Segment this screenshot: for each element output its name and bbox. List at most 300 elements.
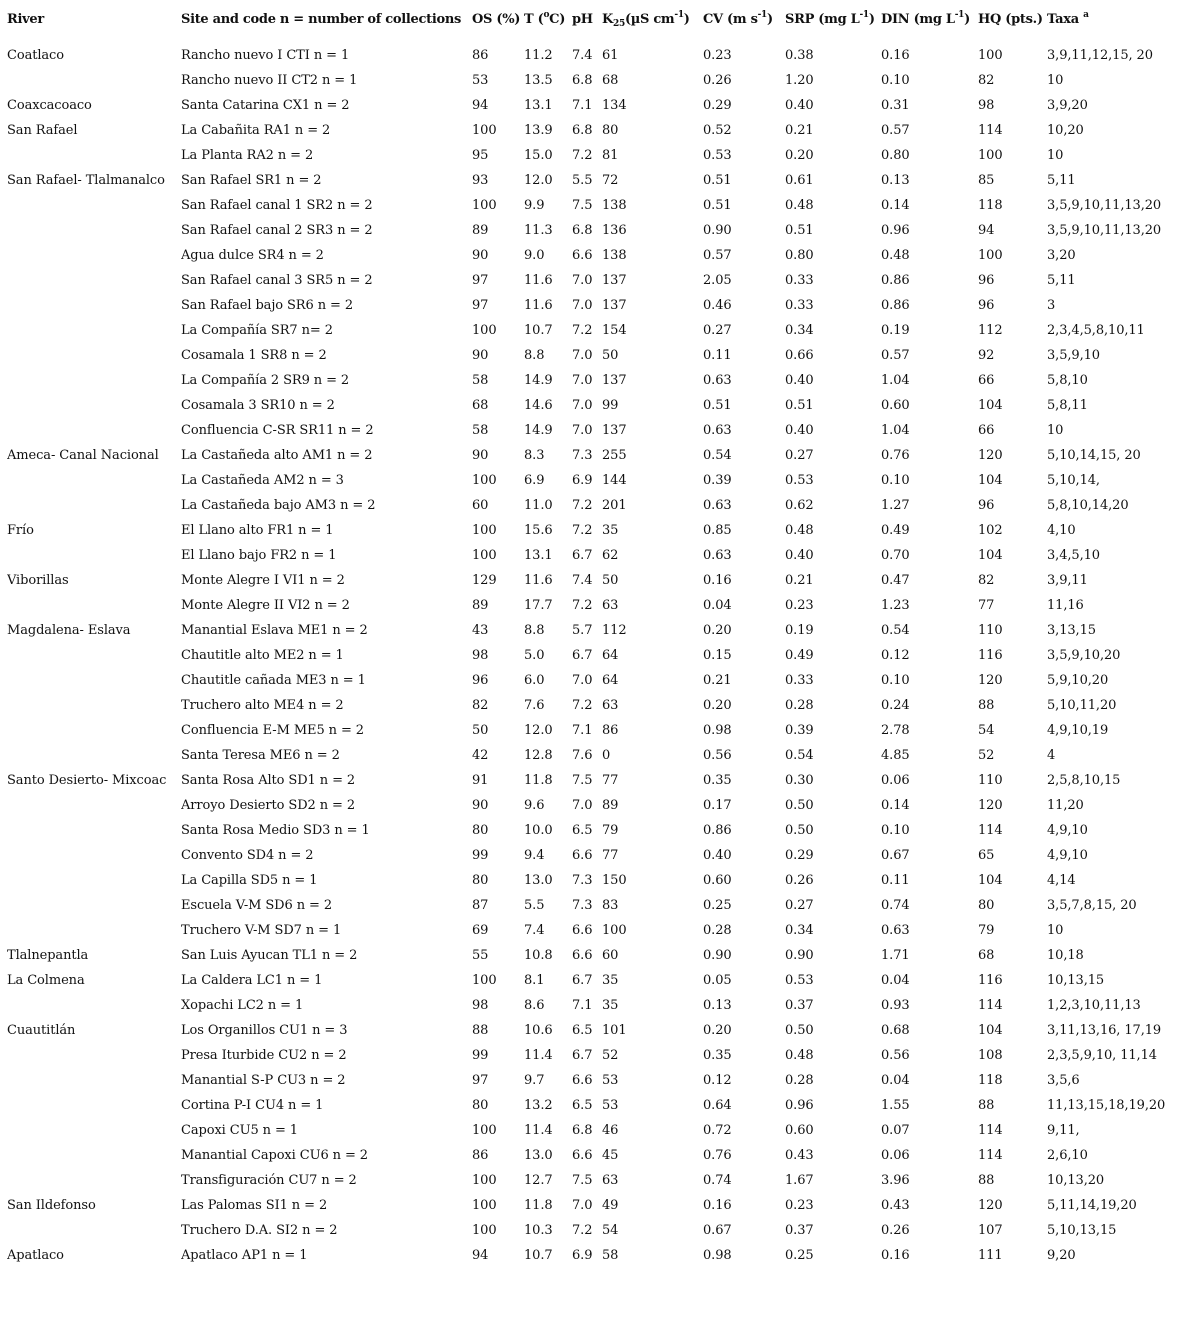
data-table [7, 10, 1177, 1269]
table-row [7, 294, 1177, 319]
conductivity-cell: 80 [602, 123, 619, 138]
cv-cell: 0.15 [703, 648, 732, 663]
table-row [7, 1094, 1177, 1119]
din-cell: 3.96 [881, 1173, 910, 1188]
hq-cell: 114 [978, 123, 1003, 138]
ph-cell: 7.2 [572, 523, 593, 538]
table-row [7, 569, 1177, 594]
conductivity-cell: 255 [602, 448, 627, 463]
taxa-cell: 4,9,10,19 [1047, 723, 1109, 738]
srp-cell: 0.49 [785, 648, 814, 663]
ph-cell: 6.9 [572, 473, 593, 488]
site-cell: Santa Rosa Alto SD1 n = 2 [181, 773, 356, 788]
table-row [7, 969, 1177, 994]
os-cell: 100 [472, 1223, 497, 1238]
river-cell: San Rafael- Tlalmanalco [7, 173, 165, 188]
site-cell: Cosamala 3 SR10 n = 2 [181, 398, 335, 413]
os-cell: 100 [472, 123, 497, 138]
temperature-cell: 13.9 [524, 123, 553, 138]
din-cell: 0.76 [881, 448, 910, 463]
cv-cell: 0.53 [703, 148, 732, 163]
hq-cell: 120 [978, 673, 1003, 688]
ph-cell: 7.3 [572, 898, 593, 913]
site-cell: San Rafael SR1 n = 2 [181, 173, 322, 188]
taxa-cell: 10,13,20 [1047, 1173, 1105, 1188]
taxa-cell: 10 [1047, 423, 1064, 438]
temperature-cell: 9.4 [524, 848, 545, 863]
ph-cell: 7.6 [572, 748, 593, 763]
table-row [7, 119, 1177, 144]
site-cell: La Cabañita RA1 n = 2 [181, 123, 331, 138]
din-cell: 0.54 [881, 623, 910, 638]
cv-cell: 0.86 [703, 823, 732, 838]
temperature-cell: 8.8 [524, 623, 545, 638]
din-cell: 1.04 [881, 373, 910, 388]
site-cell: Chautitle alto ME2 n = 1 [181, 648, 344, 663]
table-row [7, 69, 1177, 94]
os-cell: 100 [472, 523, 497, 538]
river-cell [7, 819, 181, 844]
header-os: OS (%) [472, 12, 521, 27]
din-cell: 0.10 [881, 73, 910, 88]
din-cell: 0.12 [881, 648, 910, 663]
temperature-cell: 10.8 [524, 948, 553, 963]
conductivity-cell: 35 [602, 973, 619, 988]
temperature-cell: 11.3 [524, 223, 553, 238]
srp-cell: 0.37 [785, 1223, 814, 1238]
ph-cell: 6.6 [572, 1148, 593, 1163]
taxa-cell: 3,5,9,10 [1047, 348, 1100, 363]
srp-cell: 0.34 [785, 923, 814, 938]
site-cell: Truchero D.A. SI2 n = 2 [181, 1223, 338, 1238]
hq-cell: 108 [978, 1048, 1003, 1063]
srp-cell: 0.40 [785, 548, 814, 563]
os-cell: 87 [472, 898, 489, 913]
ph-cell: 7.0 [572, 1198, 593, 1213]
taxa-cell: 3,9,20 [1047, 98, 1088, 113]
table-row [7, 1169, 1177, 1194]
header-river: River [7, 12, 44, 27]
site-cell: Santa Teresa ME6 n = 2 [181, 748, 340, 763]
site-cell: Transfiguración CU7 n = 2 [181, 1173, 357, 1188]
river-cell [7, 194, 181, 219]
hq-cell: 104 [978, 873, 1003, 888]
table-row [7, 44, 1177, 69]
os-cell: 89 [472, 223, 489, 238]
din-cell: 0.93 [881, 998, 910, 1013]
temperature-cell: 10.3 [524, 1223, 553, 1238]
site-cell: San Rafael canal 1 SR2 n = 2 [181, 198, 373, 213]
river-cell [7, 694, 181, 719]
hq-cell: 104 [978, 398, 1003, 413]
din-cell: 0.10 [881, 473, 910, 488]
table-row [7, 1144, 1177, 1169]
ph-cell: 7.0 [572, 423, 593, 438]
cv-cell: 0.21 [703, 673, 732, 688]
site-cell: Apatlaco AP1 n = 1 [181, 1248, 308, 1263]
os-cell: 90 [472, 348, 489, 363]
os-cell: 80 [472, 823, 489, 838]
din-cell: 1.55 [881, 1098, 910, 1113]
temperature-cell: 11.6 [524, 298, 553, 313]
river-cell [7, 269, 181, 294]
taxa-cell: 1,2,3,10,11,13 [1047, 998, 1141, 1013]
ph-cell: 7.2 [572, 323, 593, 338]
conductivity-cell: 112 [602, 623, 627, 638]
table-row [7, 1044, 1177, 1069]
srp-cell: 0.90 [785, 948, 814, 963]
din-cell: 0.07 [881, 1123, 910, 1138]
river-cell [7, 994, 181, 1019]
din-cell: 0.14 [881, 198, 910, 213]
site-cell: Santa Catarina CX1 n = 2 [181, 98, 350, 113]
os-cell: 55 [472, 948, 489, 963]
table-row [7, 494, 1177, 519]
hq-cell: 104 [978, 548, 1003, 563]
header-row [7, 10, 1177, 44]
ph-cell: 7.0 [572, 298, 593, 313]
river-cell [7, 919, 181, 944]
conductivity-cell: 46 [602, 1123, 619, 1138]
header-ph: pH [572, 12, 593, 27]
taxa-cell: 11,13,15,18,19,20 [1047, 1098, 1166, 1113]
hq-cell: 92 [978, 348, 995, 363]
os-cell: 80 [472, 873, 489, 888]
header-din: DIN (mg $L^{-1}$) [881, 10, 970, 27]
taxa-cell: 5,11 [1047, 273, 1076, 288]
river-cell [7, 1219, 181, 1244]
taxa-cell: 3,20 [1047, 248, 1076, 263]
temperature-cell: 10.0 [524, 823, 553, 838]
header-cv: CV (m $s^{-1}$) [703, 10, 773, 27]
temperature-cell: 9.9 [524, 198, 545, 213]
din-cell: 0.74 [881, 898, 910, 913]
ph-cell: 6.5 [572, 823, 593, 838]
srp-cell: 0.96 [785, 1098, 814, 1113]
conductivity-cell: 53 [602, 1073, 619, 1088]
din-cell: 0.43 [881, 1198, 910, 1213]
ph-cell: 6.8 [572, 223, 593, 238]
ph-cell: 6.6 [572, 948, 593, 963]
srp-cell: 0.50 [785, 798, 814, 813]
conductivity-cell: 35 [602, 998, 619, 1013]
os-cell: 42 [472, 748, 489, 763]
conductivity-cell: 50 [602, 573, 619, 588]
temperature-cell: 10.7 [524, 323, 553, 338]
table-row [7, 94, 1177, 119]
cv-cell: 0.63 [703, 498, 732, 513]
table-row [7, 894, 1177, 919]
river-cell: Coatlaco [7, 48, 64, 63]
table-row [7, 1119, 1177, 1144]
hq-cell: 96 [978, 273, 995, 288]
river-cell: La Colmena [7, 973, 85, 988]
river-cell: Viborillas [7, 573, 69, 588]
hq-cell: 98 [978, 98, 995, 113]
site-cell: La Castañeda AM2 n = 3 [181, 473, 344, 488]
srp-cell: 0.51 [785, 398, 814, 413]
hq-cell: 118 [978, 198, 1003, 213]
site-cell: Las Palomas SI1 n = 2 [181, 1198, 328, 1213]
ph-cell: 7.2 [572, 698, 593, 713]
conductivity-cell: 63 [602, 698, 619, 713]
temperature-cell: 14.9 [524, 373, 553, 388]
hq-cell: 114 [978, 823, 1003, 838]
site-cell: El Llano bajo FR2 n = 1 [181, 548, 337, 563]
table-body [7, 44, 1177, 1269]
site-cell: Cosamala 1 SR8 n = 2 [181, 348, 327, 363]
din-cell: 1.04 [881, 423, 910, 438]
site-cell: La Compañía SR7 n= 2 [181, 323, 333, 338]
hq-cell: 66 [978, 373, 995, 388]
ph-cell: 7.0 [572, 348, 593, 363]
srp-cell: 0.40 [785, 373, 814, 388]
din-cell: 0.10 [881, 673, 910, 688]
os-cell: 100 [472, 548, 497, 563]
river-cell: Frío [7, 523, 34, 538]
temperature-cell: 12.0 [524, 723, 553, 738]
taxa-cell: 3,5,6 [1047, 1073, 1080, 1088]
site-cell: Confluencia E-M ME5 n = 2 [181, 723, 364, 738]
table-header [7, 10, 1177, 44]
river-cell [7, 219, 181, 244]
site-cell: Presa Iturbide CU2 n = 2 [181, 1048, 347, 1063]
din-cell: 0.13 [881, 173, 910, 188]
site-cell: Convento SD4 n = 2 [181, 848, 314, 863]
srp-cell: 0.43 [785, 1148, 814, 1163]
river-cell [7, 1119, 181, 1144]
srp-cell: 0.39 [785, 723, 814, 738]
hq-cell: 88 [978, 1173, 995, 1188]
river-cell: San Ildefonso [7, 1198, 96, 1213]
river-cell: Santo Desierto- Mixcoac [7, 773, 167, 788]
river-cell [7, 294, 181, 319]
river-cell: Apatlaco [7, 1248, 64, 1263]
cv-cell: 0.40 [703, 848, 732, 863]
cv-cell: 0.63 [703, 373, 732, 388]
temperature-cell: 13.1 [524, 548, 553, 563]
temperature-cell: 8.1 [524, 973, 545, 988]
table-row [7, 1219, 1177, 1244]
din-cell: 0.16 [881, 1248, 910, 1263]
ph-cell: 7.1 [572, 723, 593, 738]
os-cell: 89 [472, 598, 489, 613]
taxa-cell: 9,20 [1047, 1248, 1076, 1263]
srp-cell: 0.25 [785, 1248, 814, 1263]
site-cell: Truchero alto ME4 n = 2 [181, 698, 344, 713]
srp-cell: 0.23 [785, 598, 814, 613]
temperature-cell: 12.7 [524, 1173, 553, 1188]
temperature-cell: 5.5 [524, 898, 545, 913]
river-cell [7, 1069, 181, 1094]
os-cell: 90 [472, 798, 489, 813]
srp-cell: 0.29 [785, 848, 814, 863]
ph-cell: 7.2 [572, 598, 593, 613]
os-cell: 129 [472, 573, 497, 588]
din-cell: 0.60 [881, 398, 910, 413]
din-cell: 2.78 [881, 723, 910, 738]
taxa-cell: 11,20 [1047, 798, 1084, 813]
header-site: Site and code n = number of collections [181, 12, 462, 27]
ph-cell: 7.1 [572, 98, 593, 113]
ph-cell: 6.6 [572, 248, 593, 263]
cv-cell: 0.98 [703, 1248, 732, 1263]
temperature-cell: 10.6 [524, 1023, 553, 1038]
cv-cell: 0.29 [703, 98, 732, 113]
srp-cell: 0.61 [785, 173, 814, 188]
temperature-cell: 8.3 [524, 448, 545, 463]
din-cell: 4.85 [881, 748, 910, 763]
river-cell [7, 744, 181, 769]
site-cell: Xopachi LC2 n = 1 [181, 998, 304, 1013]
table-row [7, 594, 1177, 619]
river-cell: Magdalena- Eslava [7, 623, 131, 638]
os-cell: 100 [472, 473, 497, 488]
temperature-cell: 14.6 [524, 398, 553, 413]
cv-cell: 0.52 [703, 123, 732, 138]
taxa-cell: 5,10,11,20 [1047, 698, 1117, 713]
river-cell: San Rafael [7, 123, 78, 138]
hq-cell: 120 [978, 798, 1003, 813]
hq-cell: 68 [978, 948, 995, 963]
hq-cell: 82 [978, 73, 995, 88]
os-cell: 99 [472, 1048, 489, 1063]
site-cell: Manantial Capoxi CU6 n = 2 [181, 1148, 368, 1163]
temperature-cell: 11.8 [524, 1198, 553, 1213]
river-cell [7, 869, 181, 894]
hq-cell: 110 [978, 623, 1003, 638]
os-cell: 53 [472, 73, 489, 88]
ph-cell: 7.2 [572, 1223, 593, 1238]
din-cell: 1.23 [881, 598, 910, 613]
conductivity-cell: 137 [602, 423, 627, 438]
site-cell: La Caldera LC1 n = 1 [181, 973, 323, 988]
river-cell: Ameca- Canal Nacional [7, 448, 159, 463]
hq-cell: 112 [978, 323, 1003, 338]
ph-cell: 7.2 [572, 148, 593, 163]
temperature-cell: 11.2 [524, 48, 553, 63]
srp-cell: 0.50 [785, 1023, 814, 1038]
hq-cell: 65 [978, 848, 995, 863]
temperature-cell: 13.0 [524, 873, 553, 888]
hq-cell: 96 [978, 498, 995, 513]
ph-cell: 7.1 [572, 998, 593, 1013]
header-conductivity: $K_{25}(\mu S$ $cm^{-1}$) [602, 10, 690, 29]
hq-cell: 118 [978, 1073, 1003, 1088]
cv-cell: 0.23 [703, 48, 732, 63]
table-row [7, 519, 1177, 544]
site-cell: La Planta RA2 n = 2 [181, 148, 314, 163]
taxa-cell: 3,9,11,12,15, 20 [1047, 48, 1153, 63]
ph-cell: 5.7 [572, 623, 593, 638]
table-row [7, 219, 1177, 244]
srp-cell: 0.37 [785, 998, 814, 1013]
conductivity-cell: 77 [602, 773, 619, 788]
cv-cell: 0.76 [703, 1148, 732, 1163]
conductivity-cell: 89 [602, 798, 619, 813]
river-cell [7, 644, 181, 669]
taxa-cell: 5,8,10,14,20 [1047, 498, 1129, 513]
cv-cell: 0.56 [703, 748, 732, 763]
srp-cell: 0.80 [785, 248, 814, 263]
site-cell: Chautitle cañada ME3 n = 1 [181, 673, 366, 688]
site-cell: El Llano alto FR1 n = 1 [181, 523, 334, 538]
header-hq: HQ (pts.) [978, 12, 1043, 27]
din-cell: 0.47 [881, 573, 910, 588]
table-row [7, 344, 1177, 369]
ph-cell: 6.7 [572, 648, 593, 663]
din-cell: 0.19 [881, 323, 910, 338]
ph-cell: 7.0 [572, 398, 593, 413]
river-cell: Cuautitlán [7, 1023, 76, 1038]
table-row [7, 644, 1177, 669]
conductivity-cell: 101 [602, 1023, 627, 1038]
srp-cell: 0.20 [785, 148, 814, 163]
din-cell: 0.48 [881, 248, 910, 263]
taxa-cell: 5,10,13,15 [1047, 1223, 1117, 1238]
river-cell [7, 144, 181, 169]
river-cell [7, 1169, 181, 1194]
river-cell [7, 69, 181, 94]
din-cell: 0.63 [881, 923, 910, 938]
conductivity-cell: 45 [602, 1148, 619, 1163]
temperature-cell: 13.5 [524, 73, 553, 88]
river-cell [7, 1044, 181, 1069]
srp-cell: 0.21 [785, 123, 814, 138]
ph-cell: 7.0 [572, 373, 593, 388]
os-cell: 68 [472, 398, 489, 413]
temperature-cell: 13.1 [524, 98, 553, 113]
os-cell: 100 [472, 973, 497, 988]
os-cell: 98 [472, 648, 489, 663]
taxa-cell: 9,11, [1047, 1123, 1080, 1138]
os-cell: 100 [472, 1123, 497, 1138]
os-cell: 58 [472, 423, 489, 438]
srp-cell: 0.66 [785, 348, 814, 363]
taxa-cell: 5,11 [1047, 173, 1076, 188]
os-cell: 58 [472, 373, 489, 388]
conductivity-cell: 62 [602, 548, 619, 563]
river-cell [7, 244, 181, 269]
cv-cell: 0.39 [703, 473, 732, 488]
conductivity-cell: 54 [602, 1223, 619, 1238]
header-temperature: T ($^o$C) [524, 10, 566, 27]
srp-cell: 0.60 [785, 1123, 814, 1138]
ph-cell: 7.5 [572, 1173, 593, 1188]
conductivity-cell: 63 [602, 598, 619, 613]
os-cell: 91 [472, 773, 489, 788]
table-row [7, 719, 1177, 744]
din-cell: 1.71 [881, 948, 910, 963]
cv-cell: 0.12 [703, 1073, 732, 1088]
temperature-cell: 14.9 [524, 423, 553, 438]
conductivity-cell: 49 [602, 1198, 619, 1213]
ph-cell: 7.0 [572, 673, 593, 688]
hq-cell: 100 [978, 248, 1003, 263]
ph-cell: 6.8 [572, 73, 593, 88]
cv-cell: 0.26 [703, 73, 732, 88]
os-cell: 99 [472, 848, 489, 863]
conductivity-cell: 50 [602, 348, 619, 363]
hq-cell: 104 [978, 473, 1003, 488]
ph-cell: 6.6 [572, 1073, 593, 1088]
table-row [7, 169, 1177, 194]
temperature-cell: 7.4 [524, 923, 545, 938]
ph-cell: 6.6 [572, 923, 593, 938]
site-cell: Capoxi CU5 n = 1 [181, 1123, 298, 1138]
temperature-cell: 6.0 [524, 673, 545, 688]
site-cell: San Luis Ayucan TL1 n = 2 [181, 948, 358, 963]
